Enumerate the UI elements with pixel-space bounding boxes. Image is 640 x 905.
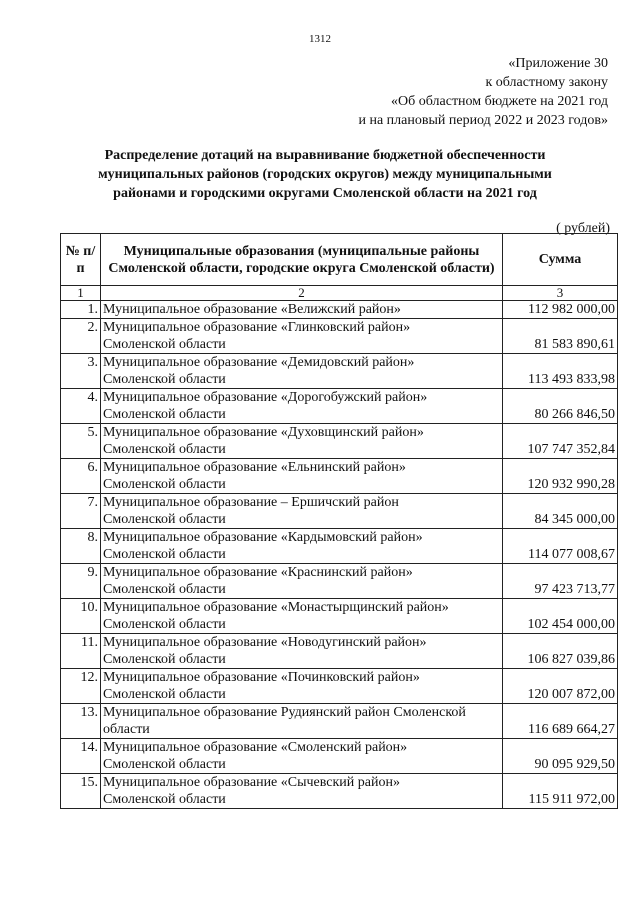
header-name: Муниципальные образования (муниципальные районы Смоленской области, городские округа Смоленской области)	[101, 234, 503, 286]
header-sum: Сумма	[503, 234, 618, 286]
row-name-line: Муниципальное образование «Новодугинский район»	[103, 635, 427, 650]
row-name-line: области	[103, 722, 150, 737]
row-name-line: Смоленской области	[103, 407, 226, 422]
row-number: 1.	[61, 301, 101, 319]
row-name	[101, 319, 503, 354]
row-number: 15.	[61, 774, 101, 809]
row-name-line: Смоленской области	[103, 617, 226, 632]
row-sum: 84 345 000,00	[503, 494, 618, 529]
row-number: 12.	[61, 669, 101, 704]
row-name-line: Смоленской области	[103, 652, 226, 667]
row-name-line: Муниципальное образование Рудиянский район Смоленской	[103, 705, 466, 720]
header-num: № п/п	[61, 234, 101, 286]
row-name-line: Смоленской области	[103, 477, 226, 492]
row-number: 13.	[61, 704, 101, 739]
subsidy-table	[60, 233, 618, 809]
row-number: 8.	[61, 529, 101, 564]
row-name-line: Смоленской области	[103, 687, 226, 702]
table-row	[61, 599, 618, 634]
title-line: Распределение дотаций на выравнивание бюджетной обеспеченности	[104, 148, 546, 163]
row-name-line: Смоленской области	[103, 512, 226, 527]
column-index: 2	[101, 286, 503, 301]
document-title	[60, 146, 590, 203]
row-number: 2.	[61, 319, 101, 354]
row-name-line: Муниципальное образование «Велижский район»	[103, 302, 401, 317]
row-number: 6.	[61, 459, 101, 494]
table-row	[61, 459, 618, 494]
row-number: 4.	[61, 389, 101, 424]
row-name	[101, 634, 503, 669]
title-line: районами и городскими округами Смоленской области на 2021 год	[113, 186, 537, 201]
table-row	[61, 774, 618, 809]
row-name-line: Муниципальное образование «Дорогобужский район»	[103, 390, 428, 405]
row-name	[101, 389, 503, 424]
row-name-line: Муниципальное образование «Кардымовский район»	[103, 530, 423, 545]
table-row	[61, 494, 618, 529]
row-name-line: Смоленской области	[103, 757, 226, 772]
table-row	[61, 669, 618, 704]
column-index: 3	[503, 286, 618, 301]
row-name	[101, 669, 503, 704]
table-row	[61, 354, 618, 389]
row-name-line: Муниципальное образование «Монастырщинский район»	[103, 600, 449, 615]
appendix-line: к областному закону	[485, 75, 608, 90]
table-row	[61, 739, 618, 774]
row-name-line: Муниципальное образование «Ельнинский район»	[103, 460, 406, 475]
row-name-line: Муниципальное образование «Демидовский район»	[103, 355, 415, 370]
row-number: 3.	[61, 354, 101, 389]
row-name	[101, 354, 503, 389]
row-sum: 114 077 008,67	[503, 529, 618, 564]
row-number: 9.	[61, 564, 101, 599]
row-sum: 80 266 846,50	[503, 389, 618, 424]
page-number: 1312	[309, 33, 331, 45]
row-name	[101, 529, 503, 564]
row-number: 11.	[61, 634, 101, 669]
row-sum: 116 689 664,27	[503, 704, 618, 739]
row-name	[101, 564, 503, 599]
row-name-line: Смоленской области	[103, 582, 226, 597]
row-sum: 97 423 713,77	[503, 564, 618, 599]
row-name	[101, 494, 503, 529]
row-sum: 113 493 833,98	[503, 354, 618, 389]
row-name-line: Муниципальное образование «Починковский район»	[103, 670, 420, 685]
table-row	[61, 424, 618, 459]
title-line: муниципальных районов (городских округов) между муниципальными	[98, 167, 552, 182]
table-header-row	[61, 234, 618, 286]
row-name	[101, 599, 503, 634]
row-name	[101, 704, 503, 739]
row-sum: 90 095 929,50	[503, 739, 618, 774]
row-name-line: Смоленской области	[103, 442, 226, 457]
column-index: 1	[61, 286, 101, 301]
row-name-line: Смоленской области	[103, 547, 226, 562]
table-row	[61, 564, 618, 599]
row-name-line: Муниципальное образование «Краснинский район»	[103, 565, 413, 580]
appendix-line: «Об областном бюджете на 2021 год	[391, 94, 608, 109]
row-name-line: Муниципальное образование «Сычевский район»	[103, 775, 400, 790]
row-name	[101, 739, 503, 774]
row-sum: 107 747 352,84	[503, 424, 618, 459]
row-name-line: Муниципальное образование «Духовщинский район»	[103, 425, 424, 440]
table-row	[61, 529, 618, 564]
row-name-line: Смоленской области	[103, 792, 226, 807]
row-number: 7.	[61, 494, 101, 529]
row-sum: 81 583 890,61	[503, 319, 618, 354]
row-sum: 120 932 990,28	[503, 459, 618, 494]
row-number: 5.	[61, 424, 101, 459]
row-name	[101, 424, 503, 459]
row-name-line: Смоленской области	[103, 337, 226, 352]
row-sum: 102 454 000,00	[503, 599, 618, 634]
appendix-line: «Приложение 30	[508, 56, 608, 71]
appendix-reference	[358, 54, 608, 130]
units-label: ( рублей)	[556, 221, 610, 236]
row-name-line: Муниципальное образование «Глинковский район»	[103, 320, 411, 335]
table-row	[61, 634, 618, 669]
column-index-row	[61, 286, 618, 301]
row-name	[101, 459, 503, 494]
table-row	[61, 704, 618, 739]
table-row	[61, 319, 618, 354]
row-name-line: Смоленской области	[103, 372, 226, 387]
row-name	[101, 774, 503, 809]
row-name	[101, 301, 503, 319]
row-sum: 120 007 872,00	[503, 669, 618, 704]
row-sum: 112 982 000,00	[503, 301, 618, 319]
row-sum: 115 911 972,00	[503, 774, 618, 809]
row-sum: 106 827 039,86	[503, 634, 618, 669]
appendix-line: и на плановый период 2022 и 2023 годов»	[358, 113, 608, 128]
table-row	[61, 389, 618, 424]
row-number: 14.	[61, 739, 101, 774]
row-name-line: Муниципальное образование – Ершичский район	[103, 495, 399, 510]
table-row	[61, 301, 618, 319]
row-number: 10.	[61, 599, 101, 634]
row-name-line: Муниципальное образование «Смоленский район»	[103, 740, 408, 755]
